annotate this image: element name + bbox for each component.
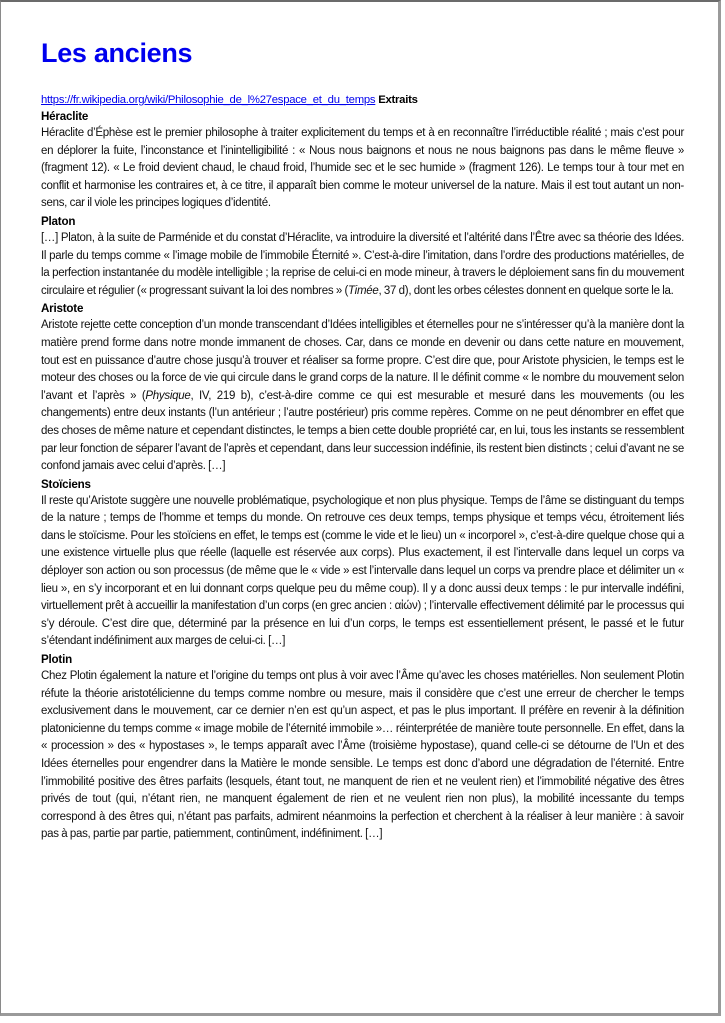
source-line — [41, 92, 684, 108]
source-suffix: Extraits — [378, 94, 418, 106]
italic-citation: Physique — [145, 389, 191, 402]
paragraph-text: […] Platon, à la suite de Parménide et du constat d’Héraclite, va introduire la diversité et l’altérité dans l’Être avec sa théorie des Idées. Il parle du temps comme « l’image mobile de l’immobile Éternité ». C’est-à-dire l’imitation, dans l’ordre des productions matérielles, de la perfection instantanée du modèle intelligible ; la reprise de celui-ci en mode mineur, à travers le déploiement sans fin du mouvement circulaire et régulier (« progressant suivant la loi des nombres » ( — [41, 231, 684, 297]
paragraph-text: Aristote rejette cette conception d’un monde transcendant d’Idées intelligibles et éternelles pour ne s’intéresser qu’à la manière dont la matière prend forme dans notre monde immanent de choses. Car, dans ce monde en devenir ou dans cette nature en mouvement, tout est en puissance d’autre chose jusqu’à trouver et réaliser sa forme propre. C’est dire que, pour Aristote physicien, le temps est le moteur des choses ou la force de vie qui circule dans le grand corps de la nature. Il le définit comme « le nombre du mouvement selon l’avant et l’après » ( — [41, 319, 684, 402]
paragraph-text: Chez Plotin également la nature et l’origine du temps ont plus à voir avec l’Âme qu’avec les choses matérielles. Non seulement Plotin réfute la théorie aristotélicienne du temps comme nombre ou mesure, mais il considère que c’est une erreur de chercher le temps exclusivement dans le mouvement, car ce dernier n’en est qu’un aspect, et pas le plus important. Il préfère en revenir à la définition platonicienne du temps comme « image mobile de l’éternité immobile »… réinterprétée de manière toute personnelle. En effet, dans la « procession » des « hypostases », le temps apparaît avec l’Âme (troisième hypostase), quand celle-ci se détourne de l’Un et des Idées éternelles pour engendrer dans la Matière le monde sensible. Le temps est donc d’abord une dégradation de l’éternité. Entre l’immobilité positive des êtres parfaits (lesquels, étant tout, ne manquent de rien et ne veulent rien) et l’immobilité négative des êtres privés de tout (qui, n’étant rien, ne manquent également de rien et ne veulent rien non plus), la mobilité incessante du temps correspond à des êtres qui, n’étant pas parfaits, admirent néanmoins la perfection et cherchent à la réaliser à leur manière : à savoir pas à pas, partie par partie, patiemment, continûment, indéfiniment. […] — [41, 670, 684, 841]
section-heading: Stoïciens — [41, 477, 91, 491]
section-paragraph — [41, 125, 684, 213]
section-paragraph — [41, 317, 684, 475]
section-heading: Héraclite — [41, 110, 89, 123]
section-heading: Aristote — [41, 302, 84, 316]
paragraph-text: Héraclite d’Éphèse est le premier philosophe à traiter explicitement du temps et à en reconnaître l’irréductible réalité ; mais c’est pour en déplorer la fuite, l’inconstance et l’inintelligibilité : « Nous nous baignons et nous ne nous baignons pas dans le même fleuve » (fragment 12). « Le froid devient chaud, le chaud froid, l’humide sec et le sec humide » (fragment 126). Le temps tour à tour met en conflit et harmonise les contraires et, à ce titre, il apparaît bien comme le moteur universel de la nature. Mais il est tout autant un non-sens, car il viole les principes logiques d’identité. — [41, 127, 684, 210]
paragraph-text: , IV, 219 b), c’est-à-dire comme ce qui est mesurable et mesuré dans les mouvements (ou les changements) entre deux instants (l’un antérieur ; l’autre postérieur) pris comme repères. Comme on ne peut dénombrer en effet que des choses de même nature et cependant distinctes, le temps a bien cette double propriété car, en lui, tous les instants se ressemblent par leur fonction de séparer l’avant de l’après et cependant, dans leur succession indéfinie, ils restent bien distincts ; celui d’avant ne se confond jamais avec celui d’après. […] — [41, 389, 684, 473]
italic-citation: Timée — [348, 284, 379, 297]
section-heading: Plotin — [41, 653, 72, 667]
paragraph-text: , 37 d), dont les orbes célestes donnent en quelque sorte le la. — [378, 284, 674, 297]
section-heading: Platon — [41, 214, 76, 228]
source-link[interactable]: https://fr.wikipedia.org/wiki/Philosophie_de_l%27espace_et_du_temps — [41, 94, 376, 106]
section-paragraph — [41, 668, 684, 844]
section-paragraph — [41, 230, 684, 300]
paragraph-text: Il reste qu’Aristote suggère une nouvelle problématique, psychologique et non plus physique. Temps de l’âme se distinguant du temps de la nature ; temps de l’homme et temps du monde. On retrouve ces deux temps, temps physique et temps vécu, étroitement liés dans le stoïcisme. Pour les stoïciens en effet, le temps est (comme le vide et le lieu) un « incorporel », c’est-à-dire quelque chose qui a une existence virtuelle plus que réelle (laquelle est réservée aux corps). Plus exactement, il est l’intervalle dans lequel un corps va déployer son action ou son processus (de même que le « vide » est l’intervalle dans lequel un corps va prendre place et délimiter un « lieu », en s’y incorporant et en lui donnant corps quelque peu du même coup). Il y a donc aussi deux temps : le pur intervalle indéfini, virtuellement prêt à accueillir la manifestation d’un corps (en grec ancien : αἰών) ; l’intervalle effectivement délimité par le processus qui s’y déroule. C’est dire que, déterminé par la présence en lui d’un corps, le temps est essentiellement présent, le passé et le futur s’étendant indéfiniment aux marges de celui-ci. […] — [41, 494, 684, 648]
sections-container — [41, 108, 684, 844]
page-title: Les anciens — [41, 38, 193, 68]
section-paragraph — [41, 493, 684, 651]
document-content — [41, 32, 684, 844]
